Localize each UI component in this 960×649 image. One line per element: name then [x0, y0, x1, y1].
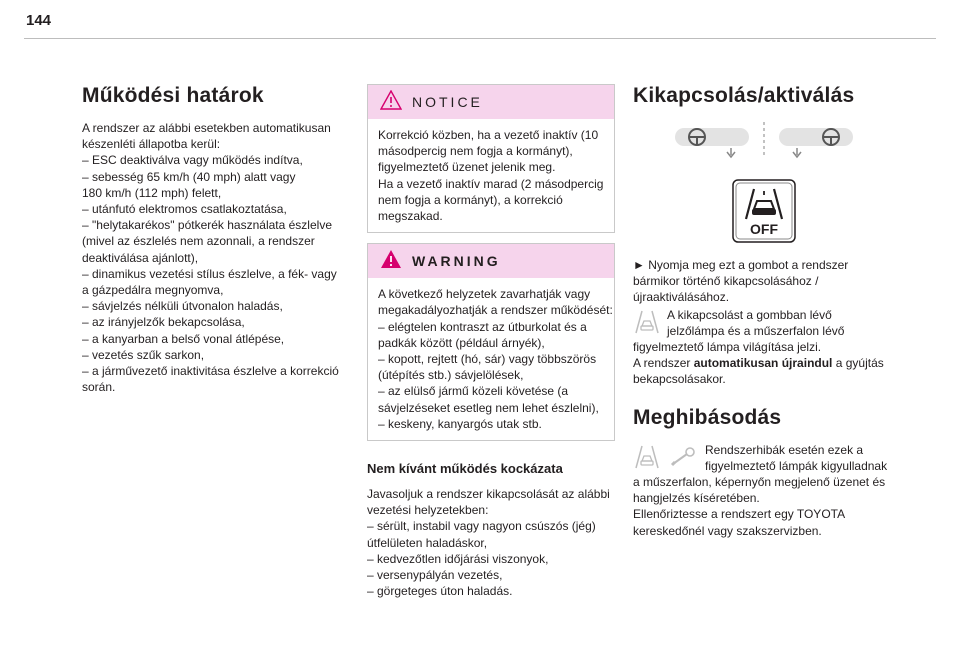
text-line: figyelmeztető lámpa világítása jelzi.: [633, 340, 822, 355]
fault-lamps: [633, 444, 697, 474]
text-line: készenléti állapotba kerül:: [82, 137, 221, 152]
text-line: – keskeny, kanyargós utak stb.: [378, 416, 542, 431]
lane-keep-left-icon: [671, 120, 753, 165]
text-line: – a kanyarban a belső vonal átlépése,: [82, 331, 285, 346]
operating-limits-text: [82, 120, 342, 395]
risk-heading: Nem kívánt működés kockázata: [367, 461, 563, 477]
warning-box: [367, 243, 615, 441]
page-number: 144: [26, 12, 52, 29]
header-rule: [24, 38, 936, 39]
text-line: – sebesség 65 km/h (40 mph) alatt vagy: [82, 169, 296, 184]
warning-triangle-filled-icon: [380, 249, 402, 274]
text-line: megszakad.: [378, 209, 443, 224]
text-line: – az irányjelzők bekapcsolása,: [82, 315, 245, 330]
middle-column: [367, 84, 615, 599]
text-line: – dinamikus vezetési stílus észlelve, a fék- vagy: [82, 266, 337, 281]
operating-limits-section: [82, 84, 342, 395]
text-line: bármikor történő kikapcsolásához /: [633, 274, 819, 289]
reactivation-line2: bekapcsolásakor.: [633, 372, 726, 387]
instruction-text: [633, 257, 895, 306]
text-line: – kedvezőtlen időjárási viszonyok,: [367, 551, 549, 566]
text-line: – görgeteges úton haladás.: [367, 584, 513, 599]
text-line: sávjelzéseket esetleg nem lehet észlelni),: [378, 400, 599, 415]
warning-header: [368, 244, 614, 278]
text-line: A következő helyzetek zavarhatják vagy: [378, 287, 591, 302]
text-line: deaktiválása ajánlott),: [82, 250, 199, 265]
text-line: figyelmeztető üzenet jelenik meg.: [378, 160, 556, 175]
text-line: Ha a vezető inaktív marad (2 másodpercig: [378, 176, 604, 191]
text-line: – utánfutó elektromos csatlakoztatása,: [82, 202, 287, 217]
text-line: útfelületen haladáskor,: [367, 535, 488, 550]
text-line: 180 km/h (112 mph) felett,: [82, 185, 222, 200]
deactivation-section: [633, 84, 895, 539]
reactivation-suffix: a gyújtás: [832, 356, 884, 371]
service-wrench-icon: [669, 444, 697, 474]
text-line: – sávjelzés nélküli útvonalon haladás,: [82, 299, 283, 314]
text-line: során.: [82, 380, 116, 395]
reactivation-prefix: A rendszer: [633, 356, 694, 371]
text-line: A rendszer az alábbi esetekben automatikusan: [82, 121, 331, 135]
text-line: A kikapcsolást a gombban lévő: [667, 307, 832, 322]
fault-text: [633, 442, 895, 539]
text-line: hangjelzés kíséretében.: [633, 491, 760, 506]
text-line: – "helytakarékos" pótkerék használata észlelve: [82, 218, 332, 233]
divider-icon: [761, 120, 767, 165]
text-line: a műszerfalon, képernyőn megjelenő üzenet és: [633, 475, 886, 490]
text-line: nem fogja a kormányt), a korrekció: [378, 192, 563, 207]
text-line: – vezetés szűk sarkon,: [82, 347, 205, 362]
deactivation-heading: Kikapcsolás/aktiválás: [633, 84, 855, 107]
text-line: jelzőlámpa és a műszerfalon lévő: [667, 323, 845, 338]
text-line: vezetési helyzetekben:: [367, 503, 489, 518]
text-line: figyelmeztető lámpák kigyulladnak: [705, 458, 888, 473]
fault-heading: Meghibásodás: [633, 405, 782, 429]
text-line: – kopott, rejtett (hó, sár) vagy többszörös: [378, 352, 597, 367]
text-line: – versenypályán vezetés,: [367, 568, 503, 583]
text-line: (mivel az észlelés nem azonnali, a rendszer: [82, 234, 315, 249]
notice-text: [368, 119, 614, 232]
lamp-indication: [633, 307, 895, 388]
text-line: Javasoljuk a rendszer kikapcsolását az alábbi: [367, 487, 610, 502]
text-line: újraaktiválásához.: [633, 290, 730, 305]
text-line: – elégtelen kontraszt az útburkolat és a: [378, 319, 587, 334]
notice-title: NOTICE: [412, 94, 483, 110]
text-line: (útépítés stb.) sávjelölések,: [378, 368, 524, 383]
text-line: kereskedőnél vagy szakszervizben.: [633, 523, 822, 538]
text-line: – sérült, instabil vagy nagyon csúszós (jég): [367, 519, 596, 534]
steering-lane-icons: [633, 120, 895, 165]
lane-departure-off-button[interactable]: [732, 179, 796, 243]
text-line: megakadályozhatják a rendszer működését:: [378, 303, 613, 318]
text-line: Ellenőriztesse a rendszert egy TOYOTA: [633, 507, 846, 522]
text-line: – az elülső jármű közeli követése (a: [378, 384, 569, 399]
text-line: – ESC deaktiválva vagy működés indítva,: [82, 153, 303, 168]
text-line: Rendszerhibák esetén ezek a: [705, 442, 864, 457]
warning-title: WARNING: [412, 253, 501, 270]
lane-warning-lamp-icon: [633, 309, 661, 339]
risk-text: [367, 486, 615, 599]
notice-box: [367, 84, 615, 233]
text-line: padkák között (például árnyék),: [378, 335, 545, 350]
text-line: a gázpedálra megnyomva,: [82, 283, 224, 298]
text-line: – a járművezető inaktivitása észlelve a korrekció: [82, 364, 339, 379]
operating-limits-heading: Működési határok: [82, 84, 264, 107]
warning-text: [368, 278, 614, 440]
warning-triangle-outline-icon: [380, 90, 402, 115]
reactivation-bold: automatikusan újraindul: [693, 356, 833, 371]
lane-keep-right-icon: [775, 120, 857, 165]
text-line: ► Nyomja meg ezt a gombot a rendszer: [633, 258, 849, 272]
lane-fault-lamp-icon: [633, 444, 661, 474]
notice-header: [368, 85, 614, 119]
text-line: Korrekció közben, ha a vezető inaktív (10: [378, 128, 599, 142]
text-line: másodpercig nem fogja a kormányt),: [378, 144, 573, 159]
